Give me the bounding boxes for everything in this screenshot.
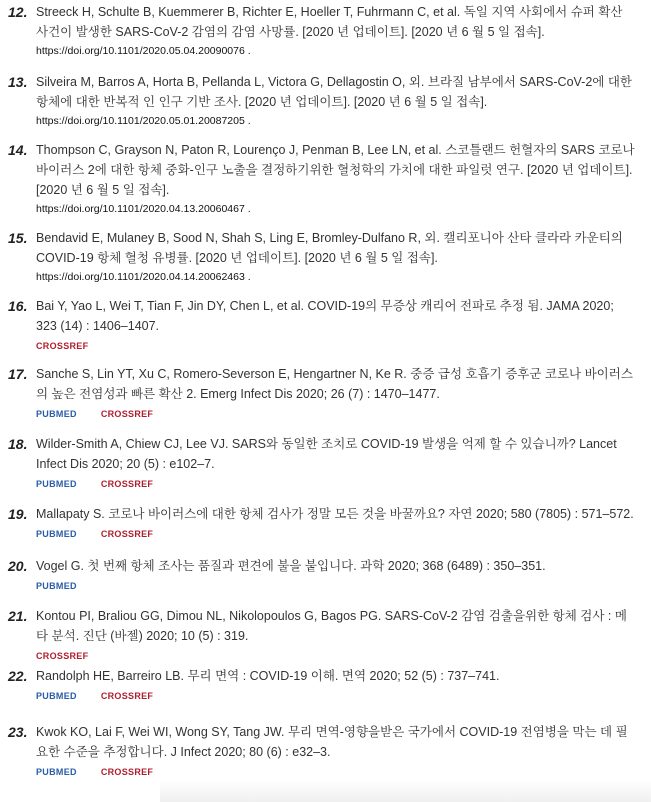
reference-text: Randolph HE, Barreiro LB. 무리 면역 : COVID-19 이해. 면역 2020; 52 (5) : 737–741. — [36, 669, 500, 683]
reference-number: 12. — [8, 4, 28, 20]
reference-number: 17. — [8, 366, 28, 382]
pubmed-link[interactable]: PUBMED — [36, 691, 77, 701]
reference-number: 19. — [8, 506, 28, 522]
reference-number: 18. — [8, 436, 28, 452]
reference-item — [0, 434, 651, 493]
crossref-link[interactable]: CROSSREF — [100, 479, 154, 489]
reference-item — [0, 606, 651, 665]
reference-links — [36, 525, 637, 543]
crossref-link[interactable]: CROSSREF — [100, 529, 154, 539]
reference-text: Silveira M, Barros A, Horta B, Pellanda L, Victora G, Dellagostin O, 외. 브라질 남부에서 SARS-CoV-2에 대한 항체에 대한 반복적 인 인구 기반 조사. [2020 년 업데이트]. [2020 년 6 월 5 일 접속]. — [36, 75, 632, 109]
reference-number: 21. — [8, 608, 28, 624]
reference-item — [0, 296, 651, 355]
reference-text: Thompson C, Grayson N, Paton R, Lourenço J, Penman B, Lee LN, et al. 스코틀랜드 헌혈자의 SARS 코로나 바이러스 2에 대한 항체 중화-인구 노출을 결정하기위한 혈청학의 가치에 대한 파일럿 연구. [2020 년 업데이트]. [2020 년 6 월 5 일 접속]. — [36, 143, 635, 197]
reference-text: Wilder-Smith A, Chiew CJ, Lee VJ. SARS와 동일한 조치로 COVID-19 발생을 억제 할 수 있습니까? Lancet Infect Dis 2020; 20 (5) : e102–7. — [36, 437, 617, 471]
reference-item — [0, 722, 651, 781]
crossref-link[interactable]: CROSSREF — [36, 341, 89, 351]
reference-item — [0, 228, 651, 286]
reference-links — [36, 763, 637, 781]
doi-link[interactable]: https://doi.org/10.1101/2020.04.13.20060467 . — [36, 203, 251, 215]
reference-text: Mallapaty S. 코로나 바이러스에 대한 항체 검사가 정말 모든 것을 바꿀까요? 자연 2020; 580 (7805) : 571–572. — [36, 507, 634, 521]
reference-text: Sanche S, Lin YT, Xu C, Romero-Severson E, Hengartner N, Ke R. 중증 급성 호흡기 증후군 코로나 바이러스의 높은 전염성과 빠른 확산 2. Emerg Infect Dis 2020; 26 (7) : 1470–1477. — [36, 367, 633, 401]
reference-item — [0, 666, 651, 705]
reference-text: Vogel G. 첫 번째 항체 조사는 품질과 편견에 불을 붙입니다. 과학 2020; 368 (6489) : 350–351. — [36, 559, 546, 573]
reference-number: 22. — [8, 668, 28, 684]
reference-text: Bendavid E, Mulaney B, Sood N, Shah S, Ling E, Bromley-Dulfano R, 외. 캘리포니아 산타 클라라 카운티의 COVID-19 항체 혈청 유병률. [2020 년 업데이트]. [2020 년 6 월 5 일 접속]. — [36, 231, 623, 265]
pubmed-link[interactable]: PUBMED — [36, 581, 77, 591]
reference-number: 16. — [8, 298, 28, 314]
crossref-link[interactable]: CROSSREF — [36, 651, 89, 661]
pubmed-link[interactable]: PUBMED — [36, 767, 77, 777]
reference-text: Bai Y, Yao L, Wei T, Tian F, Jin DY, Chen L, et al. COVID-19의 무증상 캐리어 전파로 추정 됨. JAMA 2020; 323 (14) : 1406–1407. — [36, 299, 614, 333]
bottom-fade — [160, 780, 651, 802]
reference-item — [0, 364, 651, 423]
reference-item — [0, 504, 651, 543]
reference-number: 20. — [8, 558, 28, 574]
reference-links — [36, 405, 637, 423]
pubmed-link[interactable]: PUBMED — [36, 409, 77, 419]
doi-link[interactable]: https://doi.org/10.1101/2020.05.01.20087205 . — [36, 115, 251, 127]
pubmed-link[interactable]: PUBMED — [36, 479, 77, 489]
reference-links — [36, 475, 637, 493]
reference-number: 15. — [8, 230, 28, 246]
reference-item — [0, 556, 651, 595]
reference-links — [36, 577, 637, 595]
reference-item — [0, 72, 651, 130]
reference-number: 14. — [8, 142, 28, 158]
reference-text: Streeck H, Schulte B, Kuemmerer B, Richter E, Hoeller T, Fuhrmann C, et al. 독일 지역 사회에서 슈퍼 확산 사건이 발생한 SARS-CoV-2 감염의 감염 사망률. [2020 년 업데이트]. [2020 년 6 월 5 일 접속]. — [36, 5, 623, 39]
crossref-link[interactable]: CROSSREF — [100, 691, 154, 701]
doi-link[interactable]: https://doi.org/10.1101/2020.05.04.20090076 . — [36, 45, 251, 57]
reference-links — [36, 647, 637, 665]
reference-number: 13. — [8, 74, 28, 90]
doi-link[interactable]: https://doi.org/10.1101/2020.04.14.20062463 . — [36, 271, 251, 283]
crossref-link[interactable]: CROSSREF — [100, 767, 154, 777]
pubmed-link[interactable]: PUBMED — [36, 529, 77, 539]
reference-item — [0, 140, 651, 218]
reference-text: Kontou PI, Braliou GG, Dimou NL, Nikolopoulos G, Bagos PG. SARS-CoV-2 감염 검출을위한 항체 검사 : 메타 분석. 진단 (바젤) 2020; 10 (5) : 319. — [36, 609, 627, 643]
reference-number: 23. — [8, 724, 28, 740]
reference-links — [36, 337, 637, 355]
reference-text: Kwok KO, Lai F, Wei WI, Wong SY, Tang JW. 무리 면역-영향을받은 국가에서 COVID-19 전염병을 막는 데 필요한 수준을 추정합니다. J Infect 2020; 80 (6) : e32–3. — [36, 725, 628, 759]
reference-links — [36, 687, 637, 705]
crossref-link[interactable]: CROSSREF — [100, 409, 154, 419]
reference-item — [0, 2, 651, 60]
